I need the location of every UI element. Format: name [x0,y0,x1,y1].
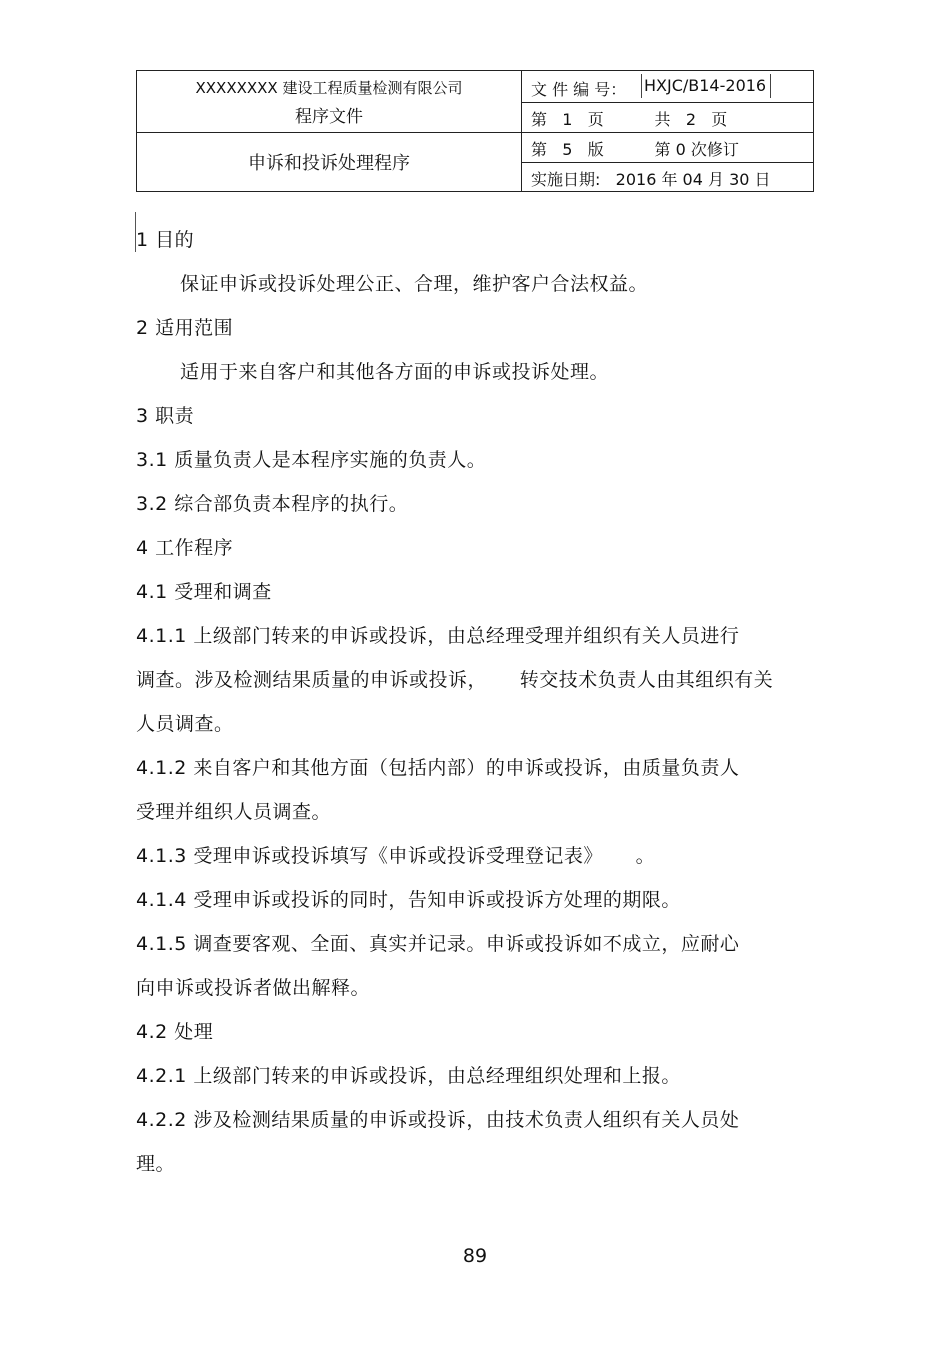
page-info: 第 1 页 共 2 页 [531,110,728,129]
effective-date: 实施日期: 2016 年 04 月 30 日 [531,170,771,189]
body-line: 3.2 综合部负责本程序的执行。 [136,493,409,515]
body-line: 4.1.5 调查要客观、全面、真实并记录。申诉或投诉如不成立，应耐心 [136,933,740,955]
file-number-label: 文 件 编 号： [531,80,627,99]
header-divider-left [137,132,521,133]
procedure-title: 申诉和投诉处理程序 [248,153,410,174]
document-body [136,218,806,1186]
body-line: 4 工作程序 [136,537,234,559]
body-line: 1 目的 [136,229,195,251]
body-line: 3 职责 [136,405,195,427]
body-line: 4.2.2 涉及检测结果质量的申诉或投诉，由技术负责人组织有关人员处 [136,1109,740,1131]
body-line: 理。 [136,1153,176,1175]
body-line: 4.1 受理和调查 [136,581,272,603]
body-line: 保证申诉或投诉处理公正、合理，维护客户合法权益。 [180,273,649,295]
file-number-value: HXJC/B14-2016 [641,74,771,98]
page-number: 89 [462,1245,488,1267]
body-line: 3.1 质量负责人是本程序实施的负责人。 [136,449,487,471]
company-name: XXXXXXXX 建设工程质量检测有限公司 [195,79,463,97]
body-line: 4.1.3 受理申诉或投诉填写《申诉或投诉受理登记表》 。 [136,845,656,867]
body-line: 2 适用范围 [136,317,234,339]
body-line: 4.2 处理 [136,1021,214,1043]
body-line: 人员调查。 [136,713,234,735]
document-type: 程序文件 [295,107,363,127]
header-divider-right-2 [521,132,813,133]
header-divider-right-3 [521,162,813,163]
header-divider-vertical [521,71,522,191]
body-line: 向申诉或投诉者做出解释。 [136,977,371,999]
body-line: 4.1.1 上级部门转来的申诉或投诉，由总经理受理并组织有关人员进行 [136,625,740,647]
body-line: 4.1.4 受理申诉或投诉的同时，告知申诉或投诉方处理的期限。 [136,889,681,911]
body-line: 受理并组织人员调查。 [136,801,332,823]
document-header-table [136,70,814,192]
body-line: 调查。涉及检测结果质量的申诉或投诉， 转交技术负责人由其组织有关 [136,669,774,691]
edition-info: 第 5 版 第 0 次修订 [531,140,739,159]
body-line: 适用于来自客户和其他各方面的申诉或投诉处理。 [180,361,610,383]
header-divider-right-1 [521,102,813,103]
body-line: 4.2.1 上级部门转来的申诉或投诉，由总经理组织处理和上报。 [136,1065,681,1087]
body-line: 4.1.2 来自客户和其他方面（包括内部）的申诉或投诉，由质量负责人 [136,757,740,779]
